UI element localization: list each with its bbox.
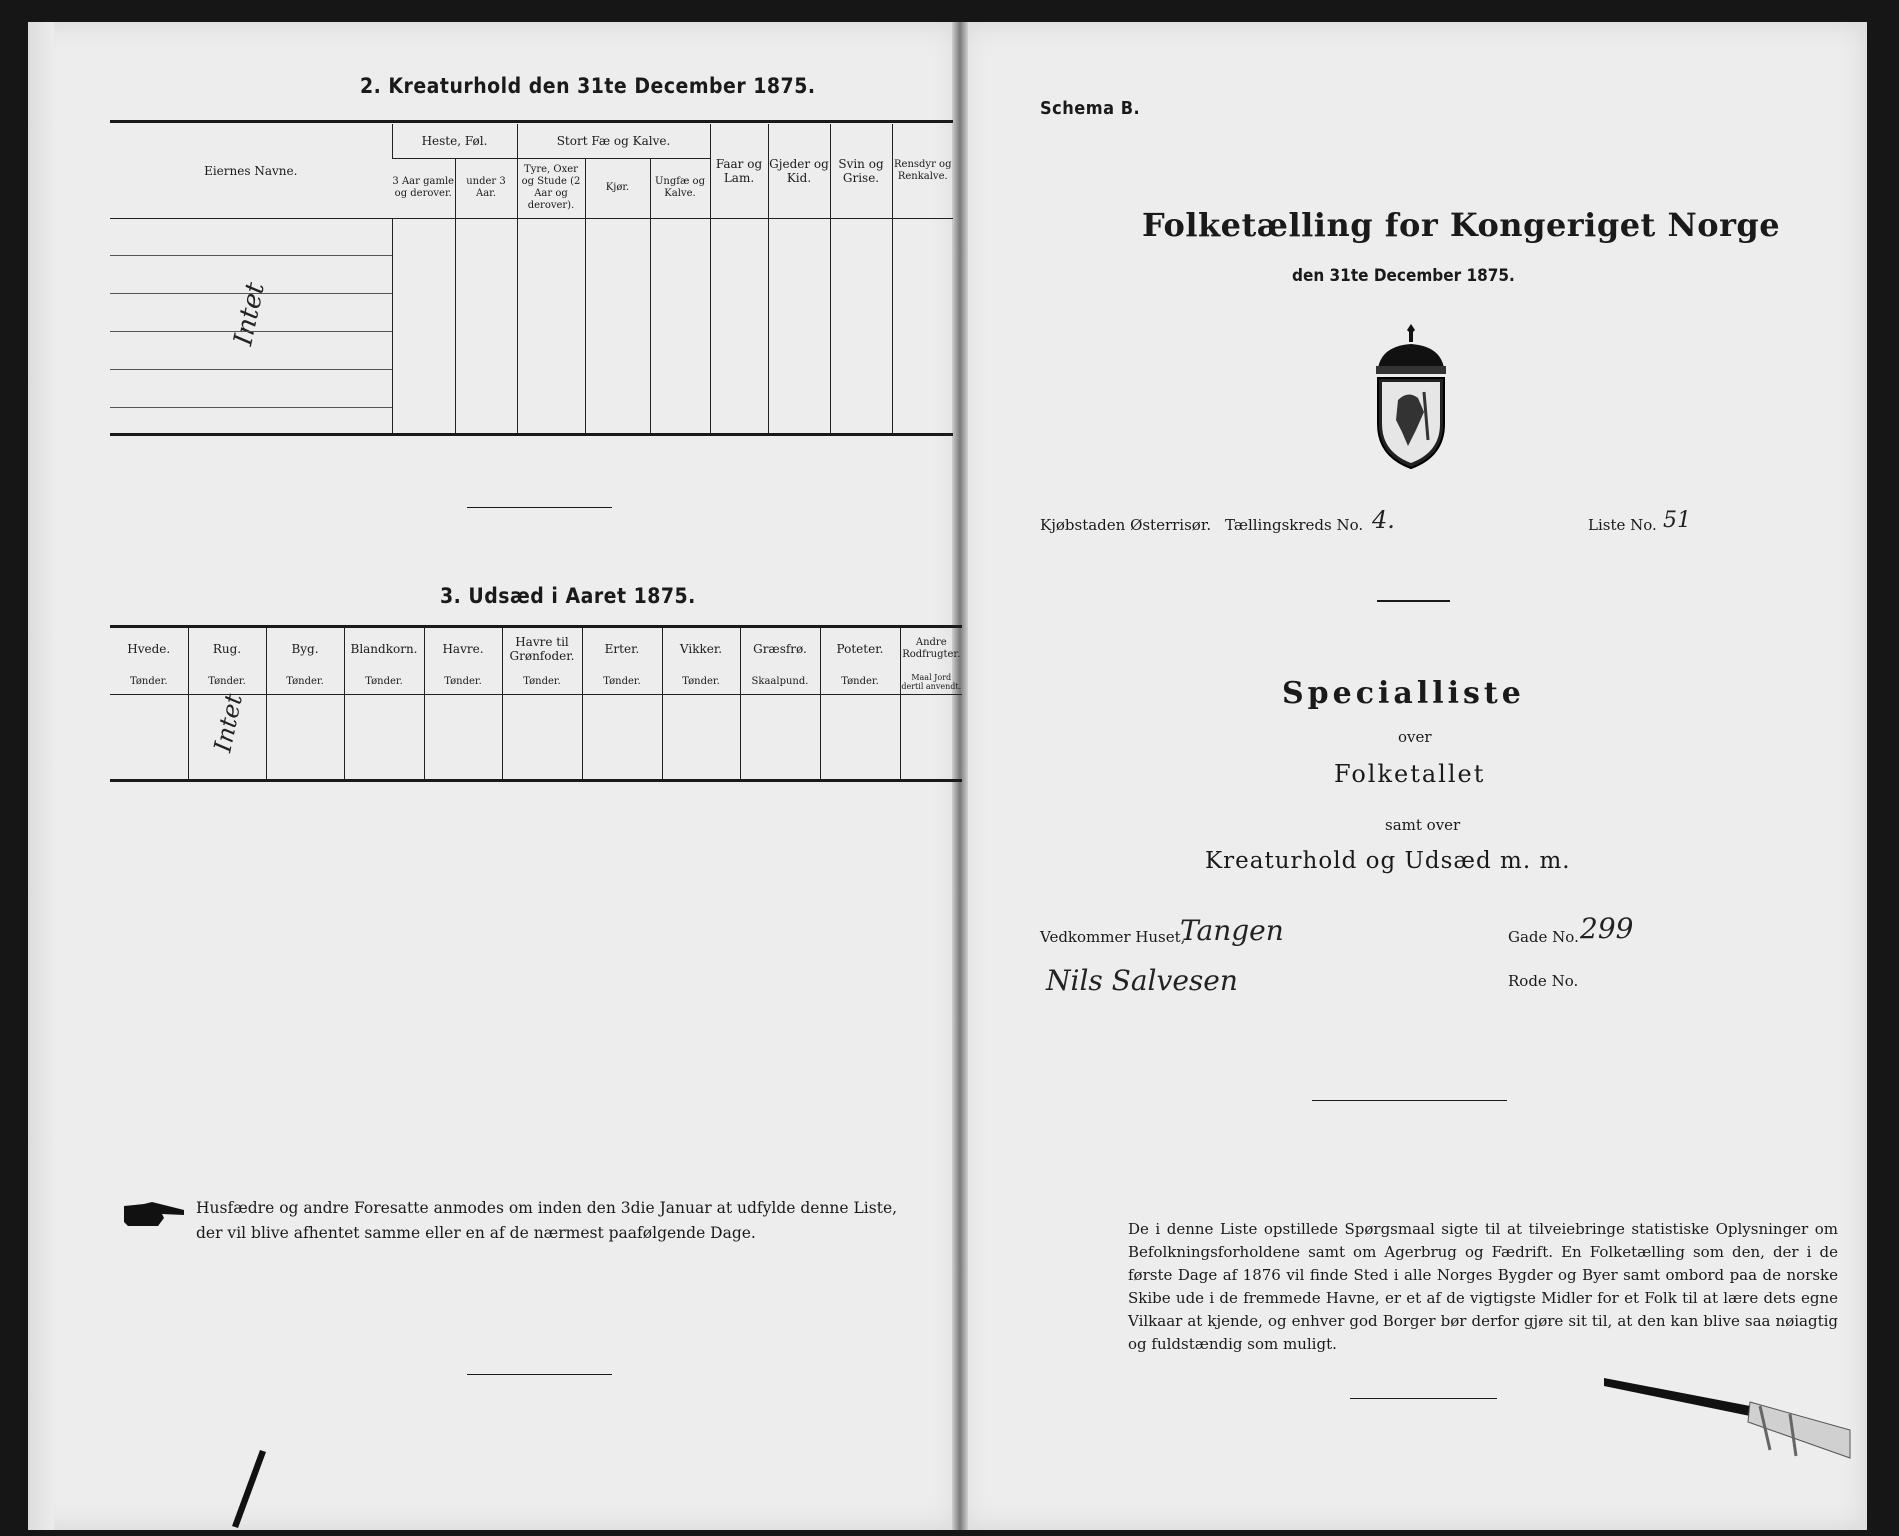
liste-label: Liste No. — [1588, 516, 1657, 534]
stort-sub2-header: Kjør. — [585, 158, 650, 218]
right-divider-3 — [1350, 1398, 1497, 1399]
section3-title: 3. Udsæd i Aaret 1875. — [440, 584, 696, 608]
seed-unit-rug: Tønder. — [188, 670, 266, 694]
census-date: den 31te December 1875. — [1292, 266, 1515, 286]
owner-col-header: Eiernes Navne. — [204, 163, 298, 178]
section2-title: 2. Kreaturhold den 31te December 1875. — [360, 74, 816, 98]
section3-bottom-rule — [110, 779, 962, 782]
rode-label: Rode No. — [1508, 972, 1579, 990]
seed-unit-blandkorn: Tønder. — [344, 670, 424, 694]
seed-unit-hvede: Tønder. — [129, 675, 168, 687]
schema-label: Schema B. — [1040, 98, 1141, 119]
house-name: Tangen — [1180, 914, 1284, 947]
gade-value: 299 — [1580, 912, 1634, 945]
svin-header: Svin og Grise. — [830, 124, 892, 218]
seed-unit-poteter: Tønder. — [820, 670, 900, 694]
owner-name: Nils Salvesen — [1046, 964, 1238, 997]
seed-col-blandkorn: Blandkorn. — [344, 628, 424, 670]
over-label: over — [1398, 728, 1432, 746]
stort-sub1-header: Tyre, Oxer og Stude (2 Aar og derover). — [517, 158, 585, 218]
pen-right-icon — [1600, 1360, 1867, 1460]
rensdyr-header: Rensdyr og Renkalve. — [892, 124, 953, 218]
seed-header-row — [110, 628, 962, 670]
seed-unit-row — [110, 670, 962, 694]
handwritten-intet-livestock: Intet — [228, 279, 271, 348]
notice-text: Husfædre og andre Foresatte anmodes om inden den 3die Januar at udfylde denne Liste, der vil blive afhentet samme eller en af de nærmest paafølgende Dage. — [196, 1199, 898, 1242]
seed-col-hvede: Hvede. — [127, 642, 171, 656]
seed-col-graesfro: Græsfrø. — [740, 628, 820, 670]
seed-unit-havre-gronfoder: Tønder. — [502, 670, 582, 694]
seed-col-rug: Rug. — [188, 628, 266, 670]
seed-col-erter: Erter. — [582, 628, 662, 670]
stort-sub3-header: Ungfæ og Kalve. — [650, 158, 710, 218]
gade-label: Gade No. — [1508, 928, 1579, 946]
heste-sub2-header: under 3 Aar. — [455, 158, 517, 218]
pointing-hand-icon — [122, 1200, 188, 1228]
livestock-table — [110, 124, 953, 434]
liste-value: 51 — [1663, 508, 1691, 533]
left-divider-2 — [467, 1374, 612, 1375]
seed-col-havre-gronfoder: Havre til Grønfoder. — [502, 628, 582, 670]
table-row — [110, 694, 962, 780]
stort-group-header: Stort Fæ og Kalve. — [517, 124, 710, 158]
coat-of-arms-icon — [1368, 320, 1454, 470]
seed-col-andre: Andre Rodfrugter. — [900, 628, 962, 670]
seed-unit-graesfro: Skaalpund. — [740, 670, 820, 694]
kreds-value: 4. — [1372, 506, 1395, 534]
pen-left-icon — [230, 1450, 270, 1530]
info-paragraph: De i denne Liste opstillede Spørgsmaal sigte til at tilveiebringe statistiske Oplysninger om Befolkningsforholdene samt om Agerbrug og Fædrift. En Folketælling som den, der i de første Dage af 1876 vil finde Sted i alle Norges Bygder og Byer samt ombord paa de norske Skibe ude i de fremmede Havne, er et af de vigtigste Midler for et Folk til at lære dets egne Vilkaar at kjende, og enhver god Borger bør derfor gjøre sit til, at den kan blive saa nøiagtig og fuldstændig som muligt. — [1128, 1220, 1838, 1353]
right-divider-2 — [1312, 1100, 1507, 1101]
main-title: Folketælling for Kongeriget Norge — [1142, 206, 1781, 244]
specialliste-title: Specialliste — [1282, 676, 1525, 711]
left-divider-1 — [467, 507, 612, 508]
handwritten-intet-seed: Intet — [207, 691, 248, 754]
kjobstad-label: Kjøbstaden Østerrisør. — [1040, 516, 1212, 534]
heste-group-header: Heste, Føl. — [392, 124, 517, 158]
seed-col-poteter: Poteter. — [820, 628, 900, 670]
heste-sub1-header: 3 Aar gamle og derover. — [392, 176, 455, 199]
gjeder-header: Gjeder og Kid. — [768, 124, 830, 218]
section2-top-rule — [110, 120, 953, 123]
seed-unit-vikker: Tønder. — [662, 670, 740, 694]
seed-col-havre: Havre. — [424, 628, 502, 670]
seed-unit-havre: Tønder. — [424, 670, 502, 694]
section2-bottom-rule — [110, 433, 953, 436]
seed-col-vikker: Vikker. — [662, 628, 740, 670]
owner-cell — [110, 218, 392, 434]
seed-col-byg: Byg. — [266, 628, 344, 670]
vedkommer-label: Vedkommer Huset, — [1040, 928, 1186, 946]
seed-unit-erter: Tønder. — [582, 670, 662, 694]
folketallet-title: Folketallet — [1334, 760, 1486, 788]
kreaturhold-title: Kreaturhold og Udsæd m. m. — [1205, 848, 1571, 874]
samt-over-label: samt over — [1385, 816, 1461, 834]
kreds-label: Tællingskreds No. — [1225, 516, 1364, 534]
seed-unit-byg: Tønder. — [266, 670, 344, 694]
faar-header: Faar og Lam. — [710, 124, 768, 218]
seed-unit-andre: Maal Jord dertil anvendt. — [900, 670, 962, 694]
right-divider-1 — [1377, 600, 1450, 602]
seed-table — [110, 628, 962, 780]
left-margin-edge — [28, 22, 54, 1530]
table-row — [110, 218, 953, 434]
rug-cell — [188, 691, 266, 780]
